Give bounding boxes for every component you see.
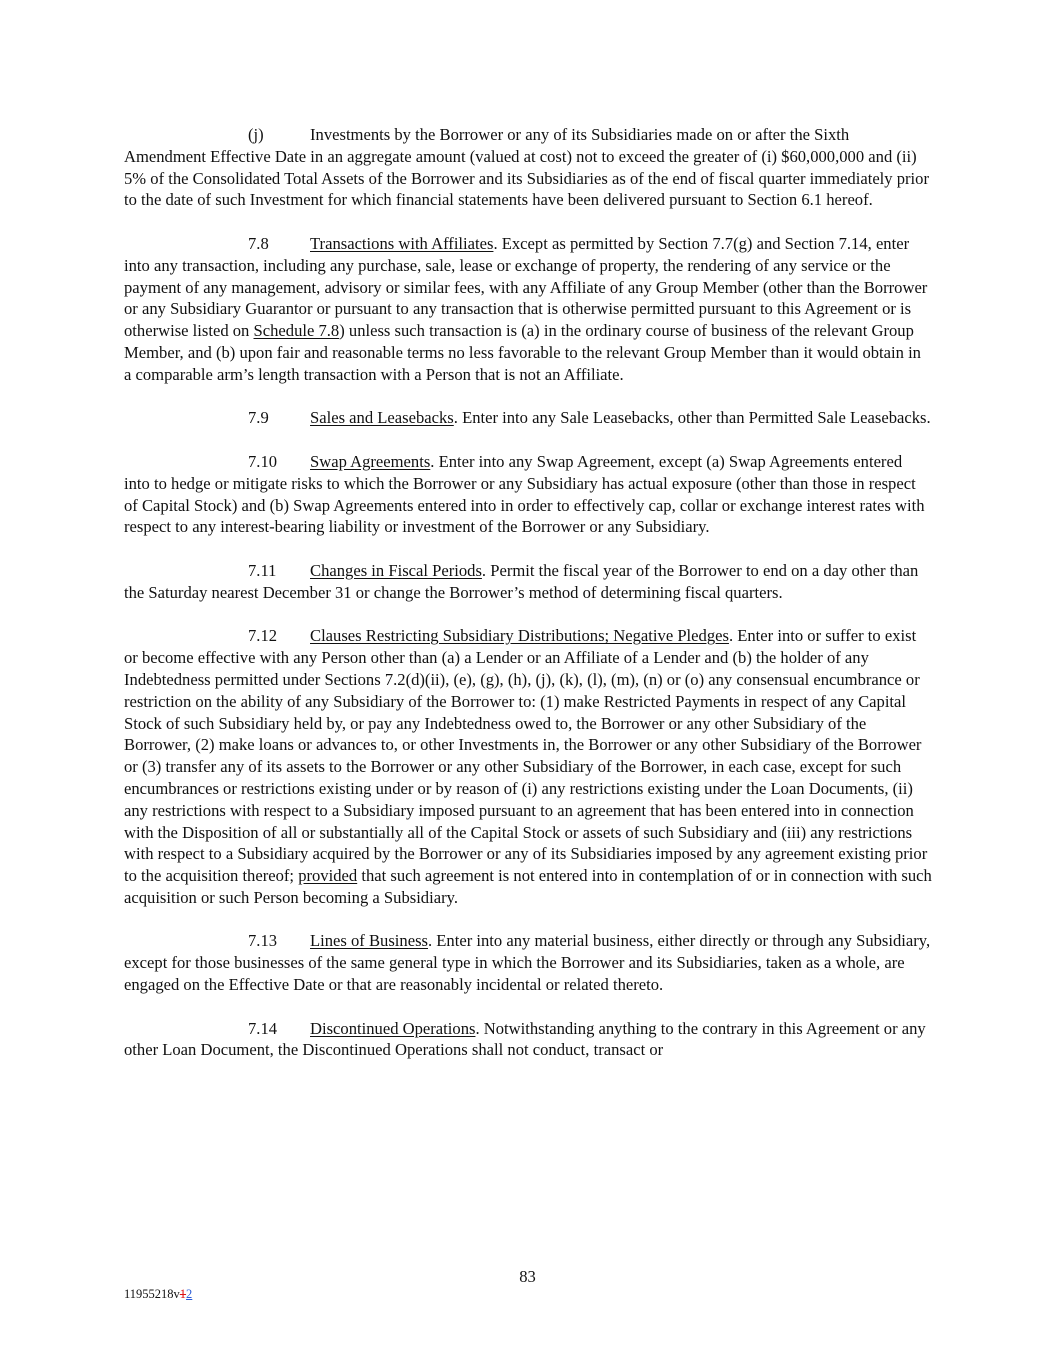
schedule-reference: Schedule 7.8	[253, 321, 340, 341]
section-number: 7.12	[248, 626, 278, 646]
section-body: . Except as permitted by Section 7.7(g) and Section 7.14, enter into any transaction, including any purchase, sale, lease or exchange of property, the rendering of any service or the payment of any management, advisory or similar fees, with any Affiliate of any Group Member (other than the Borrower or any Subsidiary Guarantor or pursuant to any transaction that is otherwise permitted pursuant to this Agreement or is otherwise listed on	[124, 233, 928, 341]
section-body: . Enter into any material business, either directly or through any Subsidiary, except for those businesses of the same general type in which the Borrower and its Subsidiaries, taken as a whole, are engaged on the Effective Date or that are reasonably incidental or related thereto.	[124, 931, 931, 995]
section-number: 7.13	[248, 931, 278, 951]
document-id-prefix: 11955218v	[124, 1287, 180, 1301]
section-body-continued: ) unless such transaction is (a) in the ordinary course of business of the relevant Group Member, and (b) upon fair and reasonable terms no less favorable to the relevant Group Member than it would obtain in a comparable arm’s length transaction with a Person that is not an Affiliate.	[124, 321, 921, 384]
section-body: . Enter into or suffer to exist or become effective with any Person other than (a) a Lender or an Affiliate of a Lender and (b) the holder of any Indebtedness permitted under Sections 7.2(d)(ii), (e), (g), (h), (j), (k), (l), (m), (n) or (o) any consensual encumbrance or restriction on the ability of any Subsidiary of the Borrower to: (1) make Restricted Payments in respect of any Capital Stock of such Subsidiary held by, or pay any Indebtedness owed to, the Borrower or any other Subsidiary of the Borrower, (2) make loans or advances to, or other Investments in, the Borrower or any other Subsidiary of the Borrower or (3) transfer any of its assets to the Borrower or any other Subsidiary of the Borrower, in each case, except for such encumbrances or restrictions existing under or by reason of (i) any restrictions existing under the Loan Documents, (ii) any restrictions with respect to a Subsidiary imposed pursuant to an agreement that has been entered into in connection with the Disposition of all or substantially all of the Capital Stock or assets of such Subsidiary and (iii) any restrictions with respect to a Subsidiary acquired by the Borrower or any of its Subsidiaries imposed by any agreement existing prior to the acquisition thereof;	[124, 626, 928, 886]
section-7-12	[124, 625, 932, 908]
deleted-revision: 1	[179, 1287, 187, 1301]
section-heading: Lines of Business	[310, 931, 428, 951]
page-number: 83	[519, 1267, 536, 1286]
section-body-continued: that such agreement is not entered into in contemplation of or in connection with such acquisition or such Person becoming a Subsidiary.	[124, 866, 932, 907]
section-body: . Enter into any Sale Leasebacks, other than Permitted Sale Leasebacks.	[453, 408, 931, 428]
section-7-13	[124, 930, 932, 995]
document-id	[124, 1287, 192, 1302]
section-7-11	[124, 560, 932, 604]
section-7-14	[124, 1018, 932, 1062]
document-page	[124, 124, 932, 1083]
section-7-8	[124, 233, 932, 386]
section-heading: Clauses Restricting Subsidiary Distributions; Negative Pledges	[310, 626, 729, 646]
section-body: . Enter into any Swap Agreement, except (a) Swap Agreements entered into to hedge or mitigate risks to which the Borrower or any Subsidiary has actual exposure (other than those in respect of Capital Stock) and (b) Swap Agreements entered into in order to effectively cap, collar or exchange interest rates with respect to any interest-bearing liability or investment of the Borrower or any Subsidiary.	[124, 451, 925, 537]
section-number: 7.8	[248, 233, 269, 253]
section-heading: Discontinued Operations	[310, 1018, 476, 1038]
section-body: . Notwithstanding anything to the contrary in this Agreement or any other Loan Document, the Discontinued Operations shall not conduct, transact or	[124, 1018, 926, 1060]
section-7-10	[124, 451, 932, 538]
section-body: . Permit the fiscal year of the Borrower to end on a day other than the Saturday nearest December 31 or change the Borrower’s method of determining fiscal quarters.	[124, 560, 919, 602]
section-number: 7.11	[248, 560, 277, 580]
section-body: Investments by the Borrower or any of its Subsidiaries made on or after the Sixth Amendment Effective Date in an aggregate amount (valued at cost) not to exceed the greater of (i) $60,000,000 and (ii) 5% of the Consolidated Total Assets of the Borrower and its Subsidiaries as of the end of fiscal quarter immediately prior to the date of such Investment for which financial statements have been delivered pursuant to Section 6.1 hereof.	[124, 125, 929, 210]
section-number: 7.10	[248, 451, 278, 471]
section-number: 7.9	[248, 408, 269, 428]
section-number: 7.14	[248, 1018, 278, 1038]
section-7-9	[124, 407, 932, 429]
provided-term: provided	[298, 866, 358, 886]
section-heading: Transactions with Affiliates	[310, 233, 494, 253]
inserted-revision: 2	[186, 1287, 193, 1301]
section-j	[124, 124, 932, 211]
section-heading: Changes in Fiscal Periods	[310, 560, 482, 580]
section-heading: Sales and Leasebacks	[310, 408, 454, 428]
section-number: (j)	[248, 125, 264, 144]
section-heading: Swap Agreements	[310, 451, 431, 471]
